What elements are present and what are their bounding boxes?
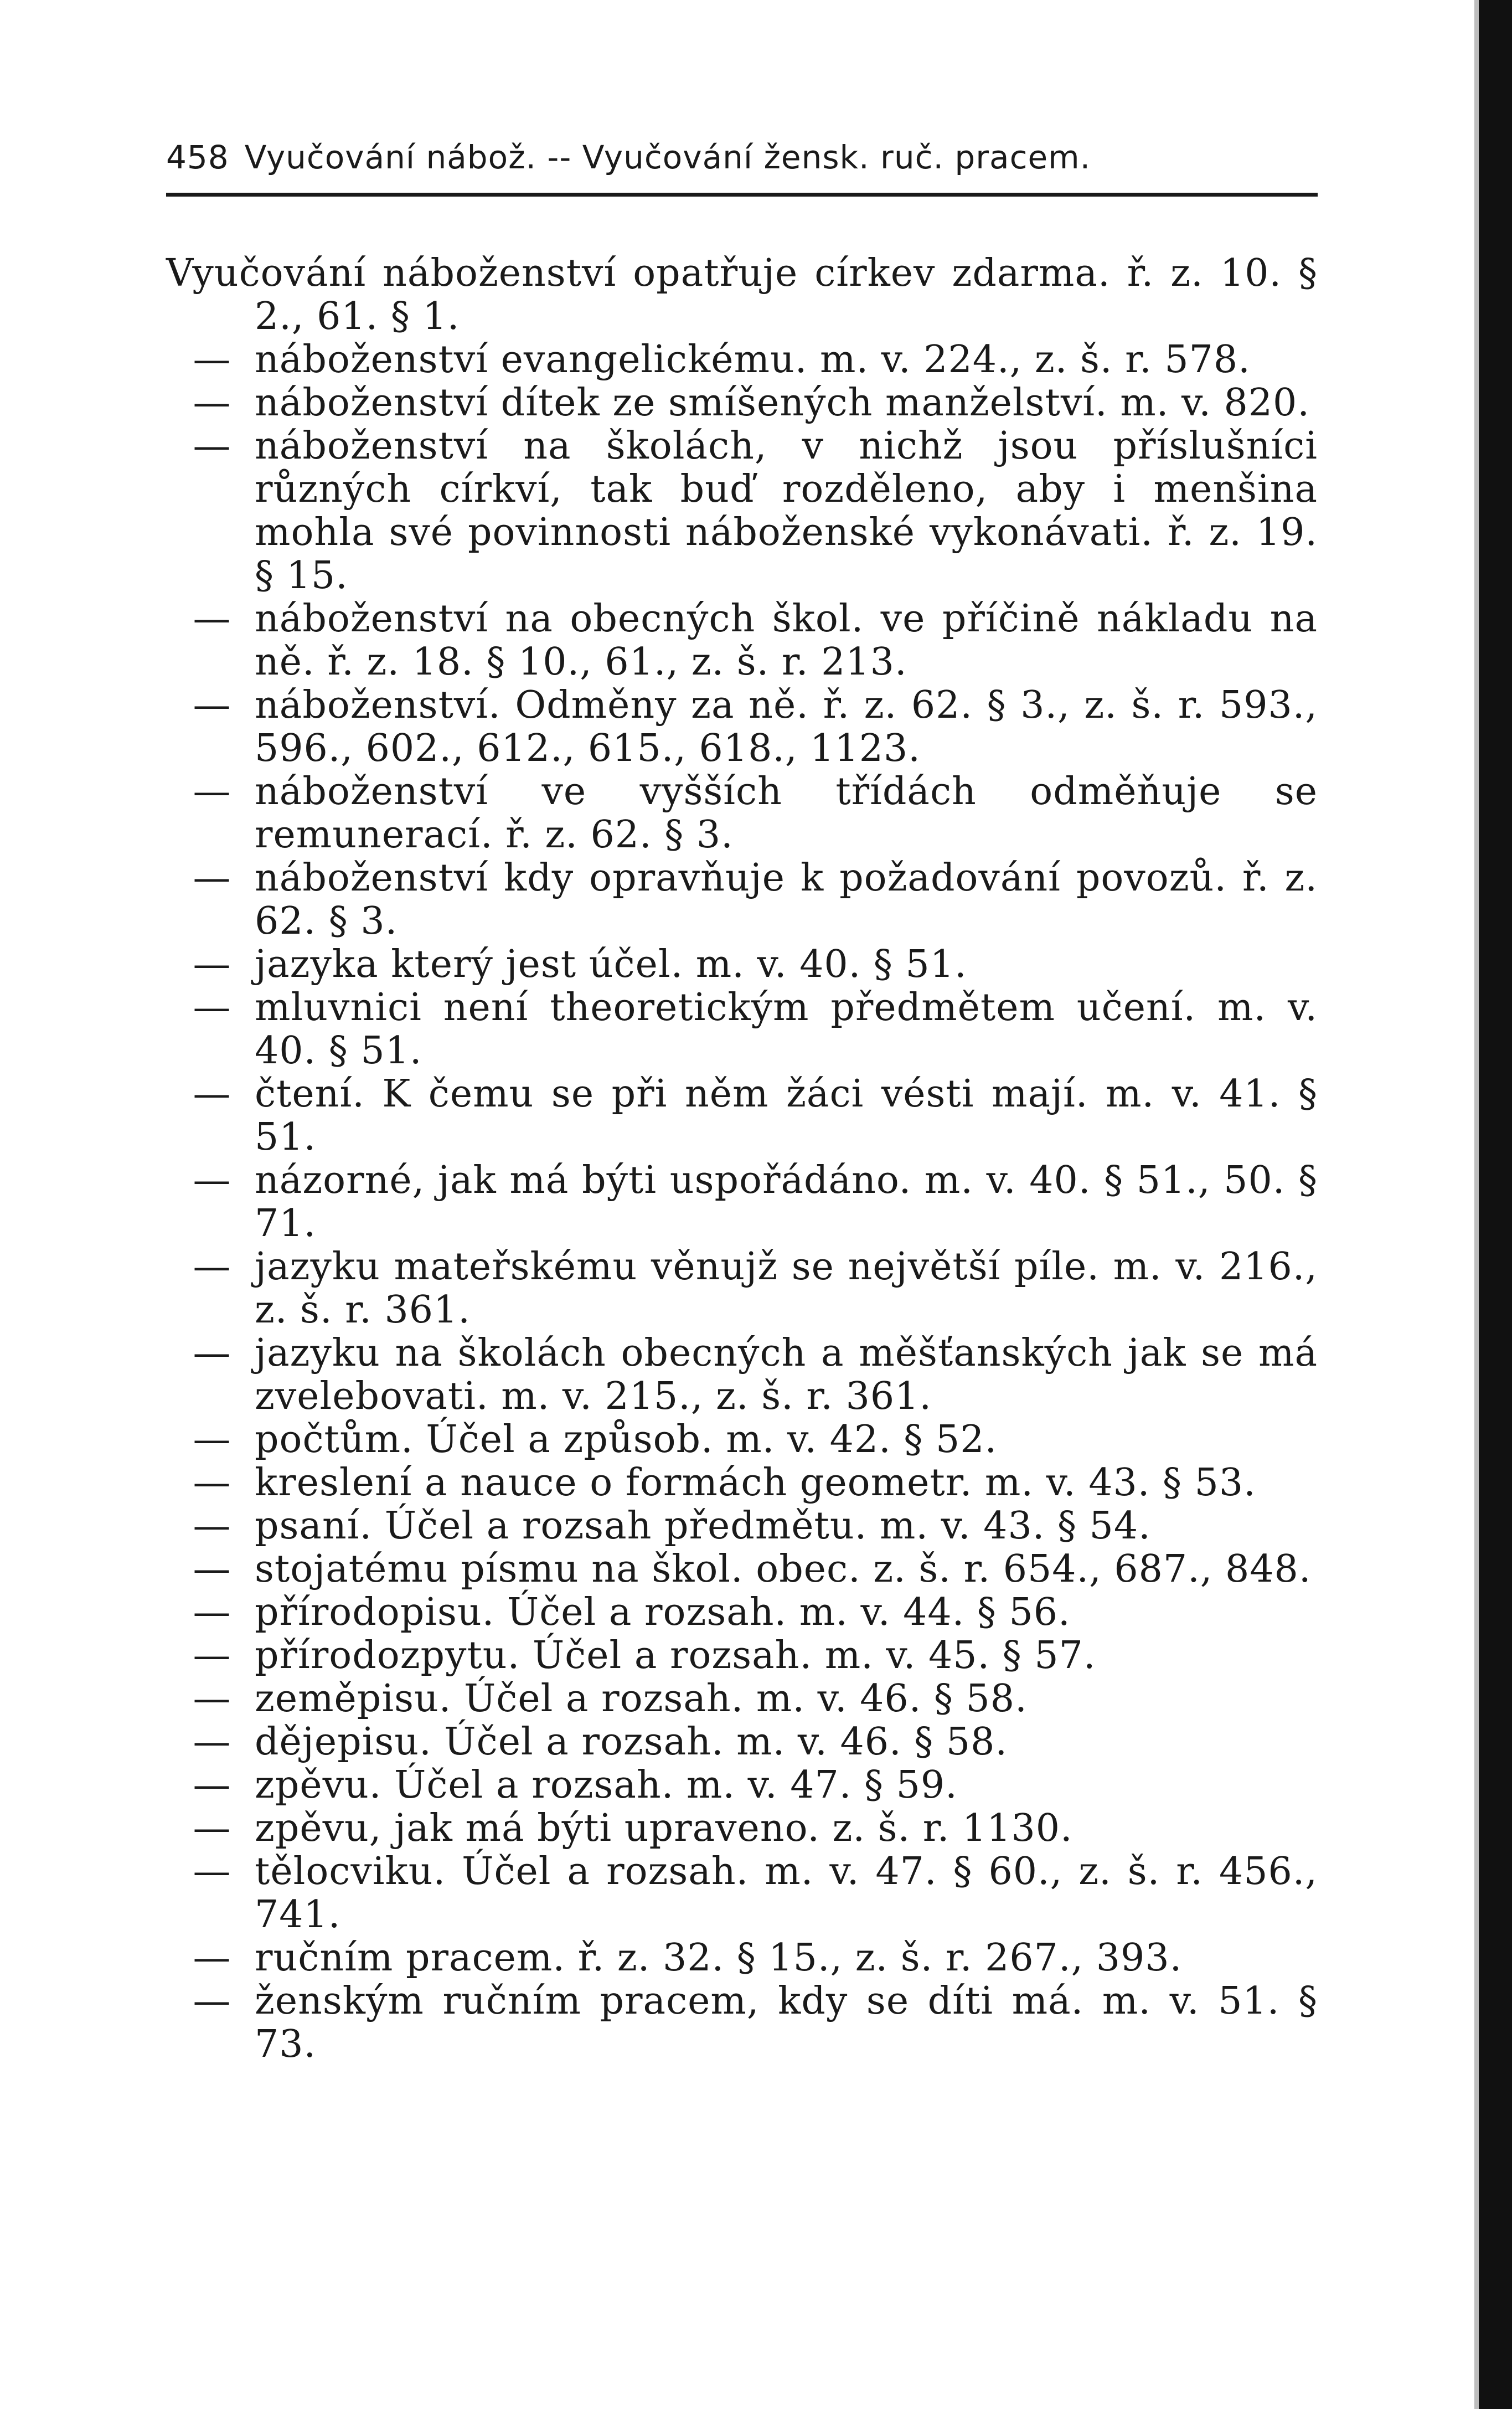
entry-text: počtům. Účel a způsob. m. v. 42. § 52. [255, 1418, 998, 1461]
entry-text: náboženství ve vyšších třídách odměňuje se remunerací. ř. z. 62. § 3. [255, 770, 1318, 857]
entry-dash: — [193, 1590, 231, 1634]
entry-text: jazyku na školách obecných a měšťanských jak se má zvelebovati. m. v. 215., z. š. r. 361. [255, 1331, 1318, 1418]
entry-text: tělocviku. Účel a rozsah. m. v. 47. § 60., z. š. r. 456., 741. [255, 1850, 1318, 1937]
entry-text: přírodopisu. Účel a rozsah. m. v. 44. § 56. [255, 1590, 1071, 1634]
index-entry [166, 684, 1318, 770]
index-entry [166, 1548, 1318, 1591]
entry-dash: — [193, 683, 231, 727]
index-entry [166, 1505, 1318, 1548]
index-entry [166, 1418, 1318, 1461]
entry-text: náboženství na školách, v nichž jsou příslušníci různých církví, tak buď rozděleno, aby i menšina mohla své povinnosti náboženské vykonávati. ř. z. 19. § 15. [255, 424, 1318, 598]
entry-dash: — [193, 986, 231, 1030]
entry-dash: — [193, 338, 231, 382]
entry-text: mluvnici není theoretickým předmětem učení. m. v. 40. § 51. [255, 986, 1318, 1073]
entry-dash: — [193, 1979, 231, 2023]
entry-dash: — [193, 424, 231, 468]
entry-text: zpěvu, jak má býti upraveno. z. š. r. 1130. [255, 1806, 1073, 1850]
entry-text: psaní. Účel a rozsah předmětu. m. v. 43. § 54. [255, 1504, 1151, 1548]
entry-text: ručním pracem. ř. z. 32. § 15., z. š. r. 267., 393. [255, 1936, 1183, 1980]
index-entry [166, 1073, 1318, 1159]
entry-text: názorné, jak má býti uspořádáno. m. v. 40. § 51., 50. § 71. [255, 1159, 1318, 1245]
entry-text: náboženství na obecných škol. ve příčině nákladu na ně. ř. z. 18. § 10., 61., z. š. r. 213. [255, 597, 1318, 684]
entry-text: zpěvu. Účel a rozsah. m. v. 47. § 59. [255, 1763, 958, 1807]
entry-dash: — [193, 1677, 231, 1721]
entry-text: náboženství dítek ze smíšených manželství. m. v. 820. [255, 381, 1310, 425]
index-entry [166, 857, 1318, 943]
entry-text: přírodozpytu. Účel a rozsah. m. v. 45. § 57. [255, 1634, 1096, 1677]
index-entry-heading [166, 252, 1318, 338]
entry-text: zeměpisu. Účel a rozsah. m. v. 46. § 58. [255, 1677, 1028, 1721]
entry-dash: — [193, 381, 231, 425]
index-entries [166, 252, 1318, 2066]
index-entry [166, 1332, 1318, 1418]
entry-text: kreslení a nauce o formách geometr. m. v. 43. § 53. [255, 1461, 1256, 1505]
entry-dash: — [193, 1806, 231, 1850]
index-entry [166, 1461, 1318, 1505]
entry-dash: — [193, 1245, 231, 1289]
entry-text: stojatému písmu na škol. obec. z. š. r. 654., 687., 848. [255, 1547, 1312, 1591]
entry-text: čtení. K čemu se při něm žáci vésti mají. m. v. 41. § 51. [255, 1072, 1318, 1159]
entry-dash: — [193, 597, 231, 641]
entry-dash: — [193, 943, 231, 986]
index-entry [166, 1850, 1318, 1937]
entry-dash: — [193, 856, 231, 900]
entry-dash: — [193, 1504, 231, 1548]
entry-text: jazyka který jest účel. m. v. 40. § 51. [255, 943, 967, 986]
index-entry [166, 770, 1318, 857]
index-entry [166, 1807, 1318, 1850]
entry-dash: — [193, 1331, 231, 1375]
index-entry [166, 425, 1318, 598]
book-spine [1479, 0, 1512, 2409]
entry-dash: — [193, 1418, 231, 1461]
entry-text: náboženství. Odměny za ně. ř. z. 62. § 3., z. š. r. 593., 596., 602., 612., 615., 618., 1123. [255, 683, 1318, 770]
index-entry [166, 986, 1318, 1073]
entry-dash: — [193, 1072, 231, 1116]
running-title: Vyučování nábož. -- Vyučování žensk. ruč. pracem. [244, 138, 1091, 176]
entry-text: dějepisu. Účel a rozsah. m. v. 46. § 58. [255, 1720, 1008, 1764]
index-entry [166, 1721, 1318, 1764]
entry-text: jazyku mateřskému věnujž se největší píle. m. v. 216., z. š. r. 361. [255, 1245, 1318, 1332]
entry-dash: — [193, 1547, 231, 1591]
entry-dash: — [193, 1763, 231, 1807]
header-rule [166, 193, 1318, 197]
index-entry [166, 1634, 1318, 1677]
entry-dash: — [193, 1936, 231, 1980]
entry-text: ženským ručním pracem, kdy se díti má. m. v. 51. § 73. [255, 1979, 1318, 2066]
entry-dash: — [193, 1850, 231, 1893]
entry-dash: — [193, 1159, 231, 1202]
spine-edge [1474, 0, 1479, 2409]
entry-dash: — [193, 1634, 231, 1677]
index-entry [166, 1764, 1318, 1807]
index-entry [166, 338, 1318, 382]
entry-text: náboženství evangelickému. m. v. 224., z. š. r. 578. [255, 338, 1251, 382]
page-number: 458 [166, 138, 229, 176]
index-entry [166, 1245, 1318, 1332]
entry-dash: — [193, 1720, 231, 1764]
entry-text: Vyučování náboženství opatřuje církev zdarma. ř. z. 10. § 2., 61. § 1. [166, 251, 1318, 338]
index-entry [166, 1980, 1318, 2066]
index-entry [166, 598, 1318, 684]
entry-dash: — [193, 770, 231, 814]
entry-dash: — [193, 1461, 231, 1505]
page-header [166, 138, 1318, 183]
index-entry [166, 943, 1318, 986]
index-entry [166, 382, 1318, 425]
entry-text: náboženství kdy opravňuje k požadování povozů. ř. z. 62. § 3. [255, 856, 1318, 943]
index-entry [166, 1591, 1318, 1634]
index-entry [166, 1677, 1318, 1721]
index-entry [166, 1159, 1318, 1245]
book-page [166, 138, 1318, 2066]
index-entry [166, 1937, 1318, 1980]
